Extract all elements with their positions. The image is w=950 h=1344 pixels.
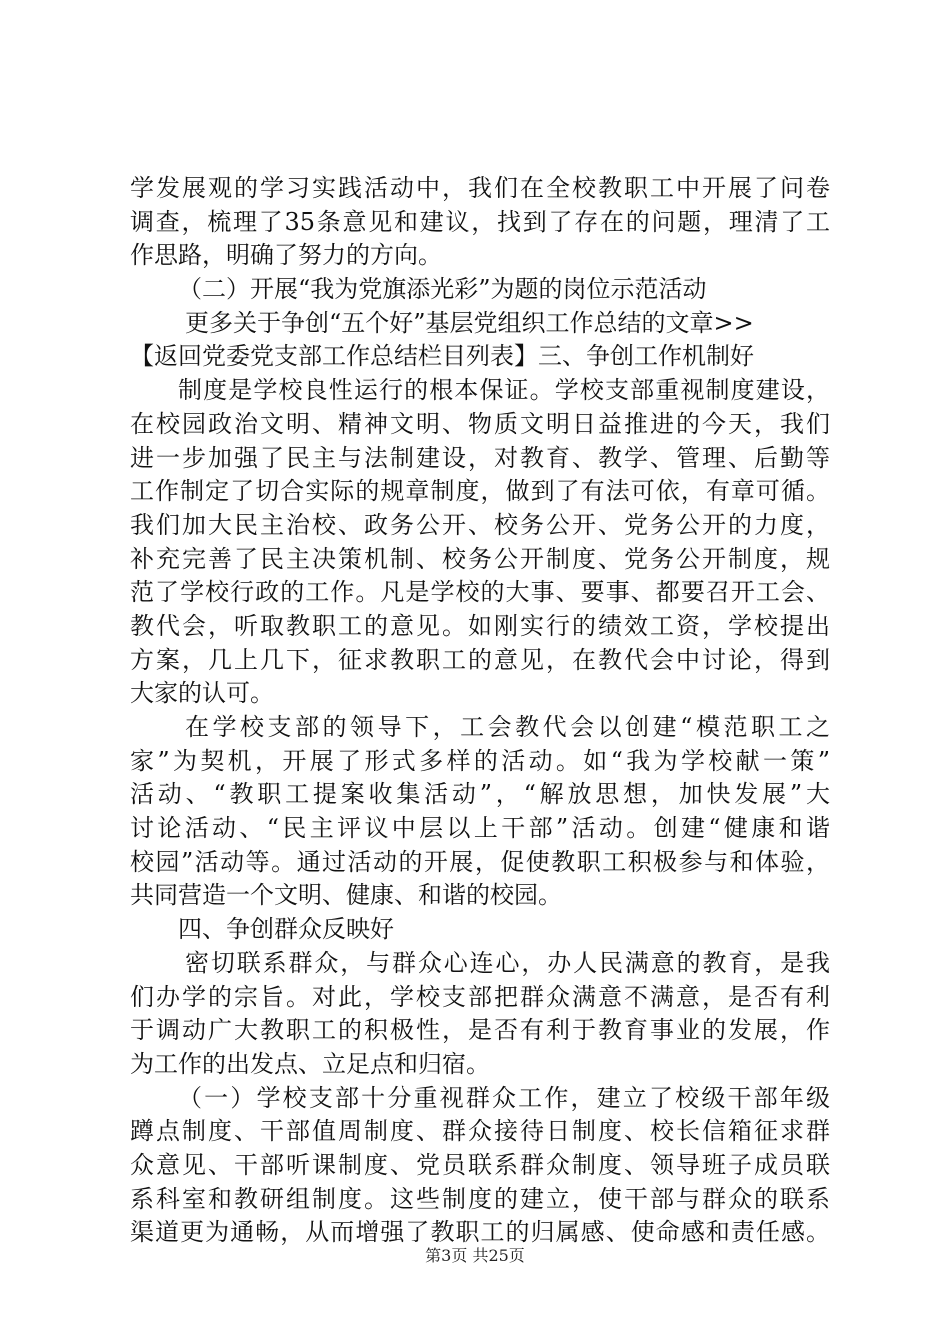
text-line: 制度是学校良性运行的根本保证。学校支部重视制度建设， (178, 376, 830, 405)
section-heading: 四、争创群众反映好 (178, 915, 394, 944)
text-line: 进一步加强了民主与法制建设，对教育、教学、管理、后勤等 (130, 443, 830, 472)
return-list-link[interactable]: 【返回党委党支部工作总结栏目列表】三、争创工作机制好 (130, 342, 754, 371)
text-line: 讨论活动、“民主评议中层以上干部”活动。创建“健康和谐 (130, 814, 830, 843)
text-line: 范了学校行政的工作。凡是学校的大事、要事、都要召开工会、 (130, 578, 830, 607)
text-line: 工作制定了切合实际的规章制度，做到了有法可依，有章可循。 (130, 477, 830, 506)
text-line: （一）学校支部十分重视群众工作，建立了校级干部年级 (178, 1083, 830, 1112)
text-line: 补充完善了民主决策机制、校务公开制度、党务公开制度，规 (130, 544, 830, 573)
text-line: 系科室和教研组制度。这些制度的建立，使干部与群众的联系 (130, 1184, 830, 1213)
text-line: 家”为契机，开展了形式多样的活动。如“我为学校献一策” (130, 746, 830, 775)
text-line: 共同营造一个文明、健康、和谐的校园。 (130, 881, 562, 910)
text-line: 活动、“教职工提案收集活动”，“解放思想，加快发展”大 (130, 780, 830, 809)
text-line: 校园”活动等。通过活动的开展，促使教职工积极参与和体验， (130, 847, 830, 876)
text-line: 众意见、干部听课制度、党员联系群众制度、领导班子成员联 (130, 1150, 830, 1179)
text-line: 学发展观的学习实践活动中，我们在全校教职工中开展了问卷 (130, 174, 830, 202)
text-line: 渠道更为通畅，从而增强了教职工的归属感、使命感和责任感。 (130, 1218, 830, 1247)
text-line: 在校园政治文明、精神文明、物质文明日益推进的今天，我们 (130, 409, 830, 438)
text-line: 我们加大民主治校、政务公开、校务公开、党务公开的力度， (130, 510, 830, 539)
text-line: 调查，梳理了35条意见和建议，找到了存在的问题，理清了工 (130, 207, 830, 236)
text-line: 蹲点制度、干部值周制度、群众接待日制度、校长信箱征求群 (130, 1117, 830, 1146)
section-heading: （二）开展“我为党旗添光彩”为题的岗位示范活动 (178, 275, 707, 304)
text-line: 为工作的出发点、立足点和归宿。 (130, 1049, 490, 1078)
text-line: 在学校支部的领导下，工会教代会以创建“模范职工之 (185, 713, 830, 741)
text-line: 们办学的宗旨。对此，学校支部把群众满意不满意，是否有利 (130, 982, 830, 1011)
text-line: 于调动广大教职工的积极性，是否有利于教育事业的发展，作 (130, 1016, 830, 1045)
text-line: 密切联系群众，与群众心连心，办人民满意的教育，是我 (185, 948, 830, 977)
text-line: 作思路，明确了努力的方向。 (130, 241, 442, 270)
document-body (130, 172, 830, 1250)
text-line: 教代会，听取教职工的意见。如刚实行的绩效工资，学校提出 (130, 611, 830, 640)
related-articles-link[interactable]: 更多关于争创“五个好”基层党组织工作总结的文章>> (185, 308, 754, 337)
text-line: 大家的认可。 (130, 679, 274, 708)
text-line: 方案，几上几下，征求教职工的意见，在教代会中讨论，得到 (130, 645, 830, 674)
page-footer: 第3页 共25页 (425, 1246, 525, 1265)
